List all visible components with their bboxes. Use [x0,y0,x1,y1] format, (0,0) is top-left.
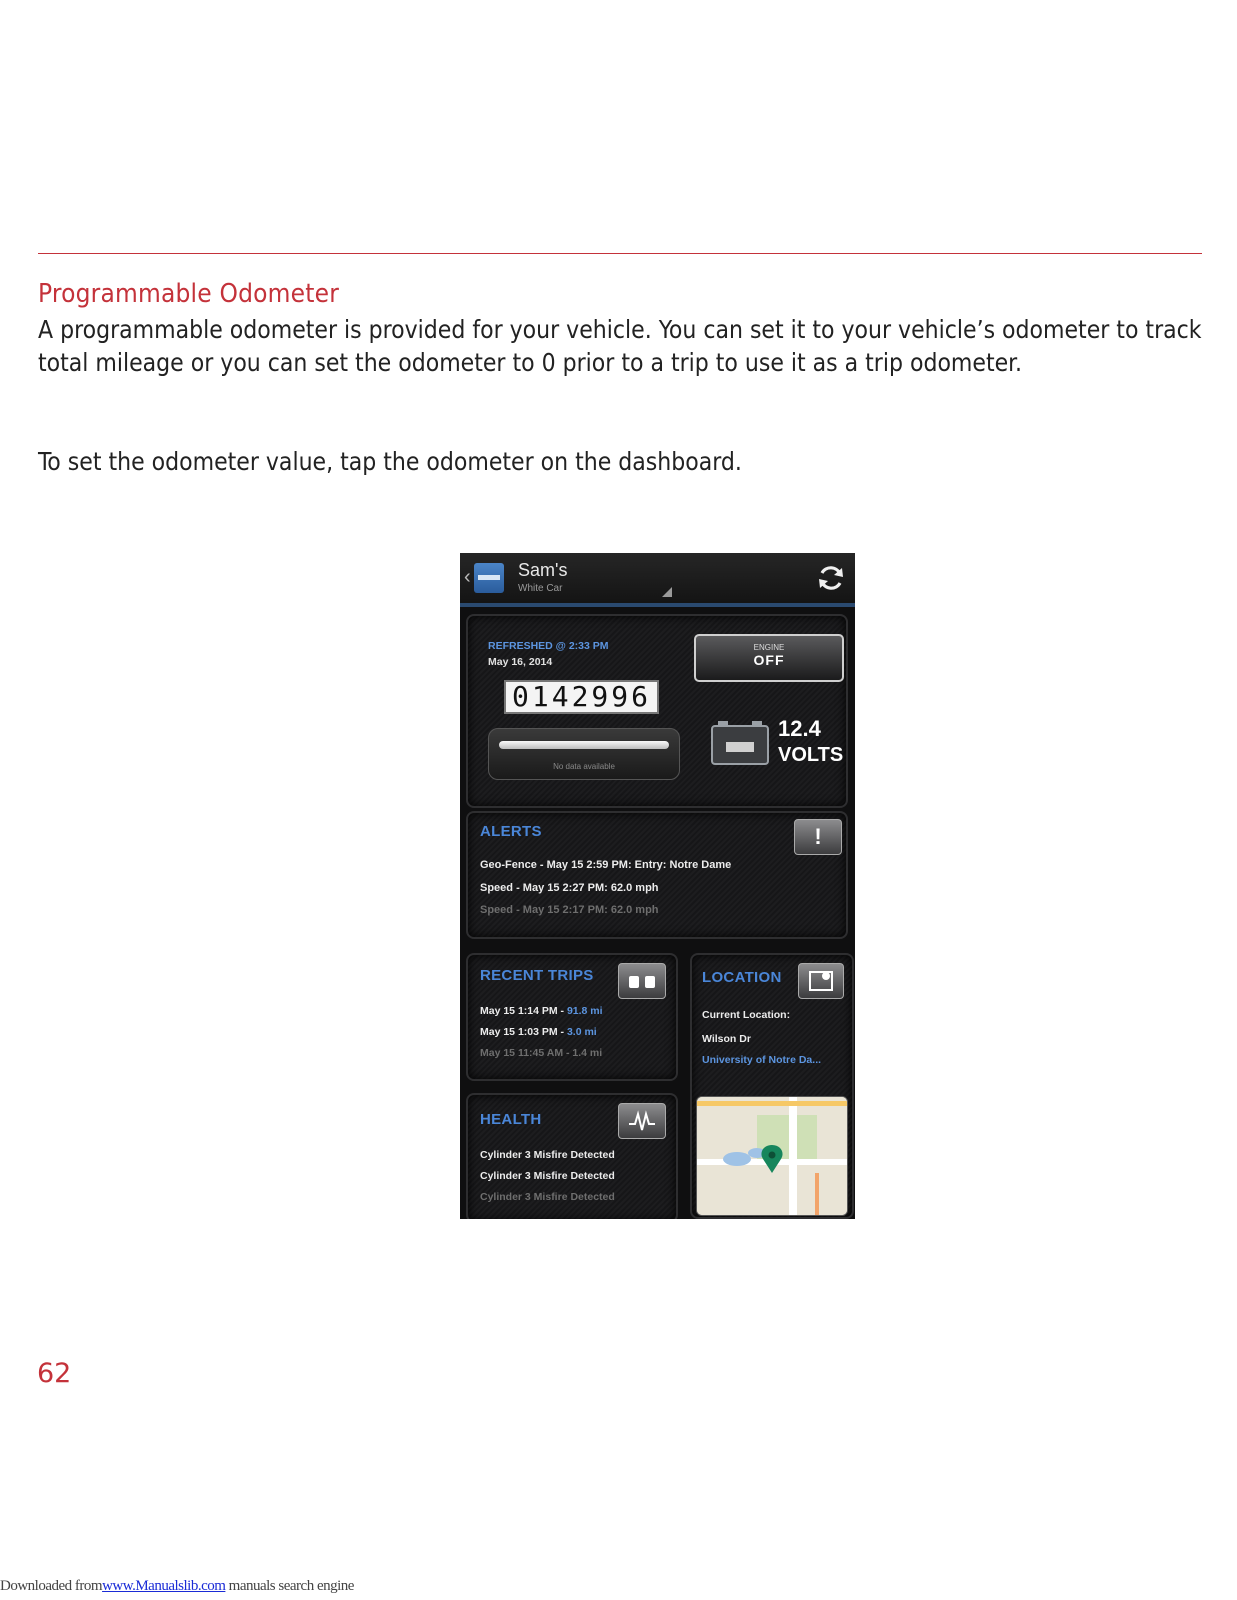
vehicle-subtitle: White Car [518,583,563,594]
engine-state: OFF [753,652,785,668]
refreshed-date: May 16, 2014 [488,656,553,668]
vehicle-name[interactable]: Sam's [518,560,568,580]
instruction-paragraph: To set the odometer value, tap the odometer on the dashboard. [38,447,742,476]
refreshed-time: REFRESHED @ 2:33 PM [488,640,609,652]
intro-paragraph: A programmable odometer is provided for your vehicle. You can set it to your vehicle’s odometer to track total mileage or you can set the odometer to 0 prior to a trip to use it as a trip odometer. [38,315,1202,377]
trip-item: May 15 11:45 AM - 1.4 mi [480,1047,603,1059]
battery-voltage-unit: VOLTS [778,744,844,766]
odometer-display[interactable]: 0142996 [504,680,659,714]
alert-item: Speed - May 15 2:27 PM: 62.0 mph [480,882,659,894]
vehicle-dropdown-icon[interactable] [662,587,672,597]
health-title: HEALTH [480,1111,542,1128]
fuel-level-bar [488,728,680,780]
alerts-card[interactable] [466,811,848,939]
footer [0,1578,354,1595]
map-pin-icon[interactable] [798,963,844,999]
trip-item: May 15 1:03 PM - 3.0 mi [480,1026,597,1038]
app-logo-icon [474,563,504,593]
engine-label: ENGINE [753,643,785,652]
section-heading: Programmable Odometer [38,279,340,309]
footer-prefix: Downloaded from [0,1578,103,1594]
health-card[interactable] [466,1093,678,1219]
location-place: University of Notre Da... [702,1054,822,1066]
footer-suffix: manuals search engine [225,1578,354,1594]
fuel-caption: No data available [553,762,615,771]
car-trips-icon[interactable] [618,963,666,999]
location-street: Wilson Dr [702,1033,751,1045]
alerts-title: ALERTS [480,823,542,840]
vehicle-status-card [466,614,848,808]
section-divider [38,253,1202,254]
recent-trips-title: RECENT TRIPS [480,967,594,984]
location-map[interactable] [696,1096,848,1216]
alert-item: Geo-Fence - May 15 2:59 PM: Entry: Notre Dame [480,859,732,871]
recent-trips-card[interactable] [466,953,678,1081]
health-item: Cylinder 3 Misfire Detected [480,1191,615,1203]
page-number: 62 [37,1358,72,1389]
footer-link[interactable]: www.Manualslib.com [102,1578,226,1594]
alert-item: Speed - May 15 2:17 PM: 62.0 mph [480,904,659,916]
alert-exclamation-icon[interactable]: ! [794,819,842,855]
action-bar-accent [460,603,855,607]
refresh-icon[interactable] [816,563,846,593]
health-item: Cylinder 3 Misfire Detected [480,1149,615,1161]
app-action-bar [460,553,855,603]
engine-status-button[interactable] [694,634,844,682]
battery-icon [708,718,772,766]
engine-health-icon[interactable] [618,1103,666,1139]
trip-item: May 15 1:14 PM - 91.8 mi [480,1005,603,1017]
fuel-level-fill [499,741,669,749]
location-label: Current Location: [702,1009,791,1021]
health-item: Cylinder 3 Misfire Detected [480,1170,615,1182]
back-chevron-icon[interactable]: ‹ [464,566,471,588]
location-title: LOCATION [702,969,782,986]
battery-voltage: 12.4 [778,716,821,741]
app-screenshot [460,553,855,1219]
